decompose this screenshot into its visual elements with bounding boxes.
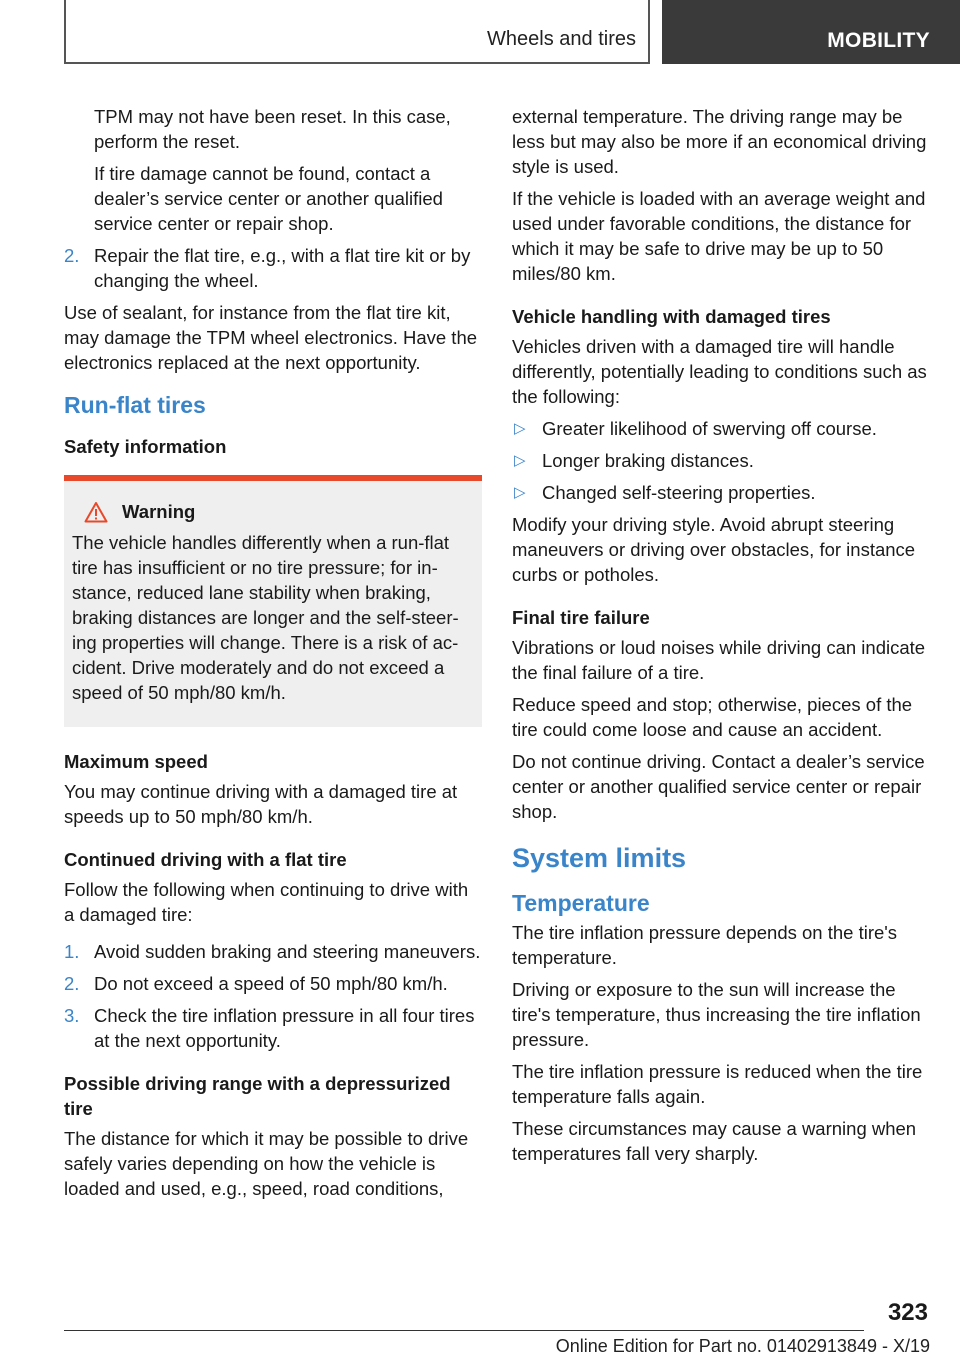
numbered-step — [64, 243, 482, 293]
header-left-rule — [64, 0, 66, 64]
header-section-title: Wheels and tires — [487, 28, 636, 50]
header-divider — [648, 0, 650, 64]
numbered-step — [64, 1003, 482, 1053]
bullet-text: Longer braking distances. — [542, 450, 754, 471]
warning-box — [64, 475, 482, 727]
subheading: Continued driving with a flat tire — [64, 849, 347, 870]
paragraph: Do not continue driving. Contact a dealer’s service center or another qualified service center or repair shop. — [512, 751, 925, 822]
subheading: Possible driving range with a depressurized tire — [64, 1073, 451, 1119]
bullet-triangle-icon: ▷ — [514, 452, 526, 469]
warning-triangle-icon — [84, 501, 108, 523]
subheading: Maximum speed — [64, 751, 208, 772]
right-column — [512, 104, 930, 1173]
step-number: 2. — [64, 245, 80, 266]
step-number: 1. — [64, 941, 80, 962]
step-number: 3. — [64, 1005, 80, 1026]
numbered-step — [64, 939, 482, 964]
page-number: 323 — [887, 1299, 928, 1326]
step-text: Check the tire inflation pressure in all four tires at the next opportunity. — [94, 1005, 475, 1051]
bullet-item — [512, 416, 930, 441]
bullet-triangle-icon: ▷ — [514, 484, 526, 501]
paragraph: If the vehicle is loaded with an average weight and used under favorable conditions, the distance for which it may be safe to drive may be up to 50 miles/80 km. — [512, 188, 926, 284]
paragraph: TPM may not have been reset. In this case, perform the reset. — [94, 106, 451, 152]
step-text: Avoid sudden braking and steering maneuvers. — [94, 941, 481, 962]
paragraph: Use of sealant, for instance from the flat tire kit, may damage the TPM wheel electronics. Have the electronics replaced at the next opportunity. — [64, 302, 478, 373]
paragraph: Vibrations or loud noises while driving can indicate the final failure of a tire. — [512, 637, 926, 683]
footer-rule — [64, 1330, 864, 1331]
section-heading: Run-flat tires — [64, 392, 206, 418]
warning-header — [72, 499, 474, 524]
paragraph: Modify your driving style. Avoid abrupt steering maneuvers or driving over obstacles, for instance curbs or potholes. — [512, 514, 916, 585]
bullet-item — [512, 448, 930, 473]
header-bottom-rule — [64, 62, 650, 64]
paragraph: Follow the following when continuing to drive with a damaged tire: — [64, 879, 469, 925]
bullet-text: Changed self-steering properties. — [542, 482, 816, 503]
numbered-step — [64, 971, 482, 996]
bullet-item — [512, 480, 930, 505]
subheading: Safety information — [64, 436, 227, 457]
footer-edition: Online Edition for Part no. 01402913849 - X/19 — [555, 1336, 930, 1356]
step-number: 2. — [64, 973, 80, 994]
step-text: Do not exceed a speed of 50 mph/80 km/h. — [94, 973, 448, 994]
step-text: Repair the flat tire, e.g., with a flat tire kit or by changing the wheel. — [94, 245, 471, 291]
warning-title: Warning — [122, 501, 196, 522]
paragraph: Vehicles driven with a damaged tire will handle differently, potentially leading to conditions such as the following: — [512, 336, 927, 407]
paragraph: Reduce speed and stop; otherwise, pieces of the tire could come loose and cause an accident. — [512, 694, 913, 740]
header-chapter-tab: MOBILITY — [662, 0, 960, 64]
paragraph: These circumstances may cause a warning when temperatures fall very sharply. — [512, 1118, 917, 1164]
paragraph: You may continue driving with a damaged tire at speeds up to 50 mph/80 km/h. — [64, 781, 458, 827]
bullet-text: Greater likelihood of swerving off course. — [542, 418, 877, 439]
paragraph: The distance for which it may be possible to drive safely varies depending on how the vehicle is loaded and used, e.g., speed, road conditions, — [64, 1128, 469, 1199]
paragraph: If tire damage cannot be found, contact a dealer’s service center or another qualified service center or repair shop. — [94, 163, 443, 234]
left-column — [64, 104, 482, 1208]
warning-text: The vehicle handles differently when a run-flat tire has insufficient or no tire pressure; for instance, reduced lane stability when braking, braking distances are longer and the self-steering properties will change. There is a risk of accident. Drive moderately and do not exceed a speed of 50 mph/80 km/h. — [72, 532, 459, 703]
paragraph: Driving or exposure to the sun will increase the tire's temperature, thus increasing the tire inflation pressure. — [512, 979, 921, 1050]
paragraph: The tire inflation pressure is reduced when the tire temperature falls again. — [512, 1061, 923, 1107]
subheading: Vehicle handling with damaged tires — [512, 306, 831, 327]
bullet-triangle-icon: ▷ — [514, 420, 526, 437]
section-heading: System limits — [512, 843, 687, 873]
paragraph: external temperature. The driving range may be less but may also be more if an economical driving style is used. — [512, 106, 927, 177]
paragraph: The tire inflation pressure depends on the tire's temperature. — [512, 922, 898, 968]
section-subheading: Temperature — [512, 890, 650, 916]
subheading: Final tire failure — [512, 607, 650, 628]
